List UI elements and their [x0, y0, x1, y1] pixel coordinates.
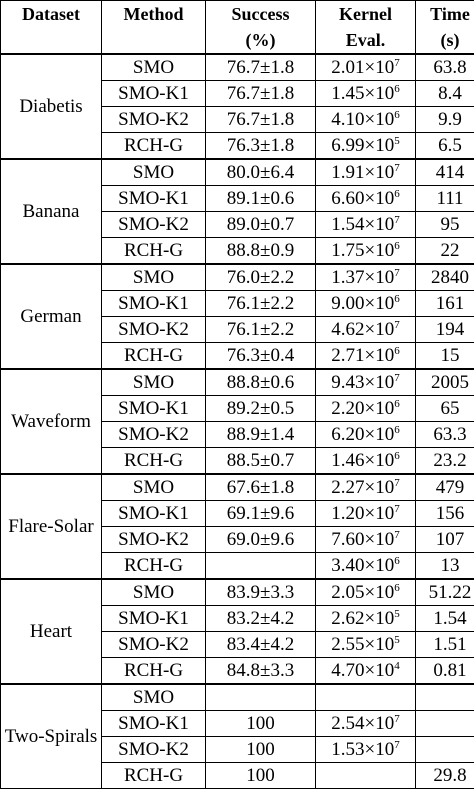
kernel-eval-mantissa: 1.45×10 [331, 83, 395, 104]
kernel-eval-mantissa: 4.62×10 [331, 319, 395, 340]
time-cell: 8.4 [416, 81, 474, 107]
kernel-eval-cell [316, 186, 416, 212]
time-cell: 111 [416, 186, 474, 212]
time-cell: 22 [416, 238, 474, 265]
time-cell: 65 [416, 396, 474, 422]
success-cell: 88.8±0.6 [206, 369, 316, 396]
time-cell: 107 [416, 527, 474, 553]
success-cell: 89.0±0.7 [206, 212, 316, 238]
success-cell: 89.2±0.5 [206, 396, 316, 422]
success-cell: 76.0±2.2 [206, 264, 316, 291]
method-cell: SMO-K1 [102, 606, 206, 632]
kernel-eval-mantissa: 1.75×10 [331, 240, 395, 261]
kernel-eval-exponent: 6 [394, 109, 400, 121]
kernel-eval-cell [316, 291, 416, 317]
table-row [1, 54, 474, 81]
kernel-eval-cell [316, 684, 416, 711]
success-cell: 76.3±0.4 [206, 343, 316, 370]
table-row [1, 159, 474, 186]
time-cell: 414 [416, 159, 474, 186]
kernel-eval-exponent: 7 [394, 477, 400, 489]
kernel-eval-exponent: 6 [394, 424, 400, 436]
method-cell: SMO-K1 [102, 501, 206, 527]
time-cell: 479 [416, 474, 474, 501]
kernel-eval-mantissa: 3.40×10 [331, 555, 395, 576]
time-cell: 95 [416, 212, 474, 238]
time-cell: 63.3 [416, 422, 474, 448]
time-cell: 51.22 [416, 579, 474, 606]
kernel-eval-cell [316, 553, 416, 580]
success-cell: 69.1±9.6 [206, 501, 316, 527]
kernel-eval-cell [316, 133, 416, 160]
success-cell: 76.7±1.8 [206, 107, 316, 133]
kernel-eval-mantissa: 1.37×10 [331, 267, 395, 288]
header-row [1, 1, 474, 55]
time-cell: 13 [416, 553, 474, 580]
success-cell [206, 553, 316, 580]
success-cell: 83.4±4.2 [206, 632, 316, 658]
success-cell: 100 [206, 737, 316, 763]
header-kernel-eval: Kernel Eval. [316, 1, 416, 55]
method-cell: SMO [102, 264, 206, 291]
method-cell: SMO-K2 [102, 632, 206, 658]
kernel-eval-mantissa: 1.91×10 [331, 162, 395, 183]
method-cell: RCH-G [102, 553, 206, 580]
kernel-eval-cell [316, 238, 416, 265]
kernel-eval-exponent: 7 [394, 503, 400, 515]
kernel-eval-cell [316, 711, 416, 737]
time-cell: 2840 [416, 264, 474, 291]
dataset-cell: Heart [1, 579, 102, 684]
time-cell: 0.81 [416, 658, 474, 685]
kernel-eval-cell [316, 448, 416, 475]
kernel-eval-exponent: 6 [394, 398, 400, 410]
method-cell: SMO-K2 [102, 212, 206, 238]
success-cell: 88.5±0.7 [206, 448, 316, 475]
header-time: Time (s) [416, 1, 474, 55]
kernel-eval-mantissa: 6.99×10 [331, 135, 395, 156]
header-success: Success (%) [206, 1, 316, 55]
success-cell: 67.6±1.8 [206, 474, 316, 501]
success-cell: 84.8±3.3 [206, 658, 316, 685]
time-cell: 161 [416, 291, 474, 317]
kernel-eval-exponent: 7 [394, 713, 400, 725]
success-cell: 76.7±1.8 [206, 54, 316, 81]
kernel-eval-exponent: 5 [394, 608, 400, 620]
dataset-cell: Two-Spirals [1, 684, 102, 789]
method-cell: RCH-G [102, 763, 206, 789]
kernel-eval-mantissa: 2.27×10 [331, 477, 395, 498]
kernel-eval-cell [316, 54, 416, 81]
success-cell: 88.9±1.4 [206, 422, 316, 448]
kernel-eval-exponent: 6 [394, 582, 400, 594]
kernel-eval-exponent: 7 [394, 57, 400, 69]
method-cell: RCH-G [102, 343, 206, 370]
method-cell: SMO [102, 474, 206, 501]
table-row [1, 684, 474, 711]
kernel-eval-exponent: 6 [394, 188, 400, 200]
kernel-eval-cell [316, 658, 416, 685]
method-cell: RCH-G [102, 658, 206, 685]
kernel-eval-exponent: 6 [394, 293, 400, 305]
kernel-eval-exponent: 6 [394, 450, 400, 462]
kernel-eval-mantissa: 9.00×10 [331, 293, 395, 314]
time-cell: 9.9 [416, 107, 474, 133]
kernel-eval-mantissa: 1.20×10 [331, 503, 395, 524]
method-cell: SMO-K2 [102, 527, 206, 553]
kernel-eval-cell [316, 632, 416, 658]
header-dataset: Dataset [1, 1, 102, 55]
success-cell: 88.8±0.9 [206, 238, 316, 265]
method-cell: SMO-K1 [102, 396, 206, 422]
kernel-eval-exponent: 6 [394, 555, 400, 567]
table-row [1, 474, 474, 501]
kernel-eval-cell [316, 422, 416, 448]
kernel-eval-cell [316, 343, 416, 370]
header-method: Method [102, 1, 206, 55]
kernel-eval-exponent: 7 [394, 372, 400, 384]
kernel-eval-mantissa: 1.54×10 [331, 214, 395, 235]
method-cell: SMO [102, 684, 206, 711]
kernel-eval-cell [316, 527, 416, 553]
success-cell: 76.1±2.2 [206, 291, 316, 317]
time-cell: 1.51 [416, 632, 474, 658]
kernel-eval-mantissa: 2.05×10 [331, 582, 395, 603]
kernel-eval-cell [316, 317, 416, 343]
kernel-eval-cell [316, 369, 416, 396]
success-cell: 83.2±4.2 [206, 606, 316, 632]
method-cell: SMO-K2 [102, 107, 206, 133]
dataset-cell: Flare-Solar [1, 474, 102, 579]
kernel-eval-exponent: 6 [394, 345, 400, 357]
kernel-eval-cell [316, 159, 416, 186]
method-cell: SMO-K2 [102, 737, 206, 763]
method-cell: SMO [102, 159, 206, 186]
kernel-eval-mantissa: 6.20×10 [331, 424, 395, 445]
kernel-eval-mantissa: 6.60×10 [331, 188, 395, 209]
table-row [1, 264, 474, 291]
kernel-eval-mantissa: 1.46×10 [331, 450, 395, 471]
dataset-cell: Diabetis [1, 54, 102, 159]
success-cell: 76.7±1.8 [206, 81, 316, 107]
time-cell [416, 737, 474, 763]
kernel-eval-exponent: 7 [394, 267, 400, 279]
kernel-eval-exponent: 6 [394, 83, 400, 95]
kernel-eval-cell [316, 474, 416, 501]
kernel-eval-cell [316, 212, 416, 238]
kernel-eval-mantissa: 4.70×10 [331, 660, 395, 681]
kernel-eval-mantissa: 9.43×10 [331, 372, 395, 393]
kernel-eval-exponent: 7 [394, 214, 400, 226]
kernel-eval-cell [316, 107, 416, 133]
method-cell: RCH-G [102, 448, 206, 475]
time-cell: 23.2 [416, 448, 474, 475]
success-cell: 80.0±6.4 [206, 159, 316, 186]
success-cell: 89.1±0.6 [206, 186, 316, 212]
kernel-eval-cell [316, 81, 416, 107]
kernel-eval-mantissa: 2.54×10 [331, 713, 395, 734]
kernel-eval-exponent: 4 [394, 660, 400, 672]
kernel-eval-cell [316, 737, 416, 763]
success-cell: 69.0±9.6 [206, 527, 316, 553]
kernel-eval-cell [316, 396, 416, 422]
time-cell: 15 [416, 343, 474, 370]
table-row [1, 579, 474, 606]
time-cell: 1.54 [416, 606, 474, 632]
kernel-eval-exponent: 7 [394, 529, 400, 541]
time-cell: 194 [416, 317, 474, 343]
success-cell [206, 684, 316, 711]
method-cell: RCH-G [102, 238, 206, 265]
kernel-eval-mantissa: 7.60×10 [331, 529, 395, 550]
kernel-eval-mantissa: 1.53×10 [331, 739, 395, 760]
kernel-eval-cell [316, 264, 416, 291]
time-cell: 156 [416, 501, 474, 527]
kernel-eval-exponent: 6 [394, 240, 400, 252]
dataset-cell: German [1, 264, 102, 369]
kernel-eval-mantissa: 2.55×10 [331, 634, 395, 655]
time-cell: 63.8 [416, 54, 474, 81]
method-cell: SMO-K1 [102, 711, 206, 737]
method-cell: SMO [102, 369, 206, 396]
kernel-eval-cell [316, 763, 416, 789]
method-cell: SMO-K1 [102, 81, 206, 107]
table-body [1, 54, 474, 789]
dataset-cell: Waveform [1, 369, 102, 474]
dataset-cell: Banana [1, 159, 102, 264]
method-cell: SMO-K2 [102, 422, 206, 448]
table-row [1, 369, 474, 396]
kernel-eval-cell [316, 606, 416, 632]
success-cell: 76.1±2.2 [206, 317, 316, 343]
method-cell: SMO [102, 54, 206, 81]
kernel-eval-exponent: 5 [394, 135, 400, 147]
kernel-eval-mantissa: 4.10×10 [331, 109, 395, 130]
time-cell: 6.5 [416, 133, 474, 160]
kernel-eval-exponent: 7 [394, 162, 400, 174]
time-cell: 2005 [416, 369, 474, 396]
kernel-eval-mantissa: 2.20×10 [331, 398, 395, 419]
time-cell: 29.8 [416, 763, 474, 789]
success-cell: 76.3±1.8 [206, 133, 316, 160]
kernel-eval-mantissa: 2.62×10 [331, 608, 395, 629]
time-cell [416, 684, 474, 711]
kernel-eval-mantissa: 2.71×10 [331, 345, 395, 366]
success-cell: 83.9±3.3 [206, 579, 316, 606]
success-cell: 100 [206, 711, 316, 737]
success-cell: 100 [206, 763, 316, 789]
kernel-eval-exponent: 5 [394, 634, 400, 646]
kernel-eval-cell [316, 501, 416, 527]
kernel-eval-cell [316, 579, 416, 606]
method-cell: SMO [102, 579, 206, 606]
time-cell [416, 711, 474, 737]
method-cell: SMO-K2 [102, 317, 206, 343]
kernel-eval-exponent: 7 [394, 739, 400, 751]
method-cell: SMO-K1 [102, 291, 206, 317]
kernel-eval-mantissa: 2.01×10 [331, 57, 395, 78]
method-cell: SMO-K1 [102, 186, 206, 212]
kernel-eval-exponent: 7 [394, 319, 400, 331]
method-cell: RCH-G [102, 133, 206, 160]
